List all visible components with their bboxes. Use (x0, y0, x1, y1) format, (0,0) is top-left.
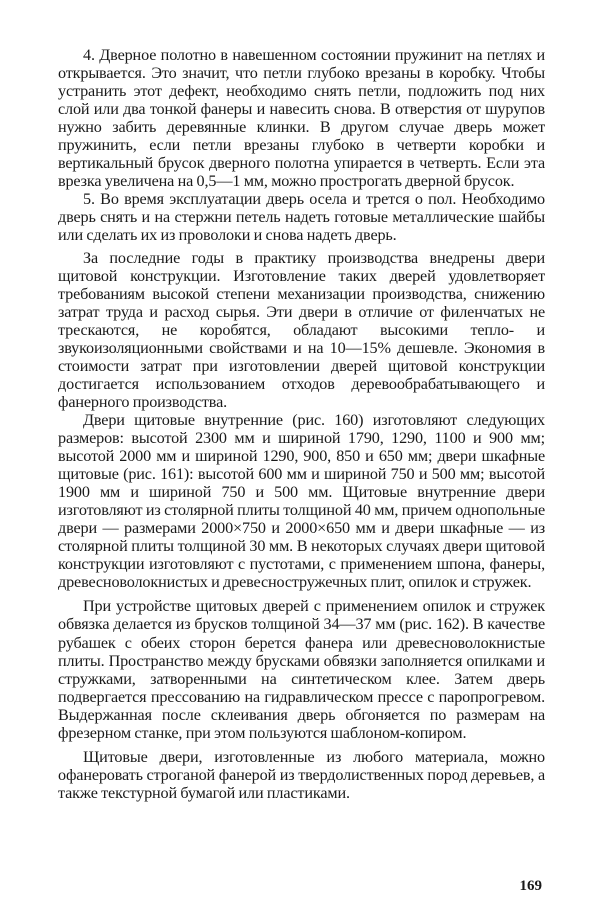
paragraph-door-sag: 5. Во время эксплуатации дверь осела и трется о пол. Необходимо дверь снять и на стержни петель надеть готовые металлические шайбы или сделать их из проволоки и снова надеть дверь. (58, 190, 545, 245)
paragraph-sawdust-doors: При устройстве щитовых дверей с применением опилок и стружек обвязка делается из брусков толщиной 34—37 мм (рис. 162). В качестве рубашек с обеих сторон берется фанера или древесноволокнистые плиты. Пространство между брусками обвязки заполняется опилками и стружками, затворенными на синтетическом клее. Затем дверь подвергается прессованию на гидравлическом прессе с паропрогревом. Выдержанная после склеивания дверь обгоняется по размерам на фрезерном станке, при этом пользуются шаблоном-копиром. (58, 597, 545, 742)
paragraph-veneering: Щитовые двери, изготовленные из любого материала, можно офанеровать строганой фанерой из твердолиственных пород деревьев, а также текстурной бумагой или пластиками. (58, 747, 545, 802)
paragraph-door-sizes: Двери щитовые внутренние (рис. 160) изготовляют следующих размеров: высотой 2300 мм и шириной 1790, 1290, 1100 и 900 мм; высотой 2000 мм и шириной 1290, 900, 850 и 650 мм; двери шкафные щитовые (рис. 161): высотой 600 мм и шириной 750 и 500 мм; высотой 1900 мм и шириной 750 и 500 мм. Щитовые внутренние двери изготовляют из столярной плиты толщиной 40 мм, причем однопольные двери — размерами 2000×750 и 2000×650 мм и двери шкафные — из столярной плиты толщиной 30 мм. В некоторых случаях двери щитовой конструкции изготовляют с пустотами, с применением шпона, фанеры, древесноволокнистых и древесностружечных плит, опилок и стружек. (58, 410, 545, 592)
book-page (58, 46, 545, 802)
page-number: 169 (519, 878, 542, 894)
paragraph-panel-doors-intro: За последние годы в практику производства внедрены двери щитовой конструкции. Изготовление таких дверей удовлетворяет требованиям высокой степени механизации производства, снижению затрат труда и расход сырья. Эти двери в отличие от филенчатых не трескаются, не коробятся, обладают высокими тепло- и звукоизоляционными свойствами и на 10—15% дешевле. Экономия в стоимости затрат при изготовлении дверей щитовой конструкции достигается использованием отходов деревообрабатывающего и фанерного производства. (58, 248, 545, 411)
paragraph-hinge-defect: 4. Дверное полотно в навешенном состоянии пружинит на петлях и открывается. Это значит, что петли глубоко врезаны в коробку. Чтобы устранить этот дефект, необходимо снять петли, подложить под них слой или два тонкой фанеры и навесить снова. В отверстия от шурупов нужно забить деревянные клинки. В другом случае дверь может пружинить, если петли врезаны глубоко в четверти коробки и вертикальный брусок дверного полотна упирается в четверть. Если эта врезка увеличена на 0,5—1 мм, можно прострогать дверной брусок. (58, 46, 545, 191)
